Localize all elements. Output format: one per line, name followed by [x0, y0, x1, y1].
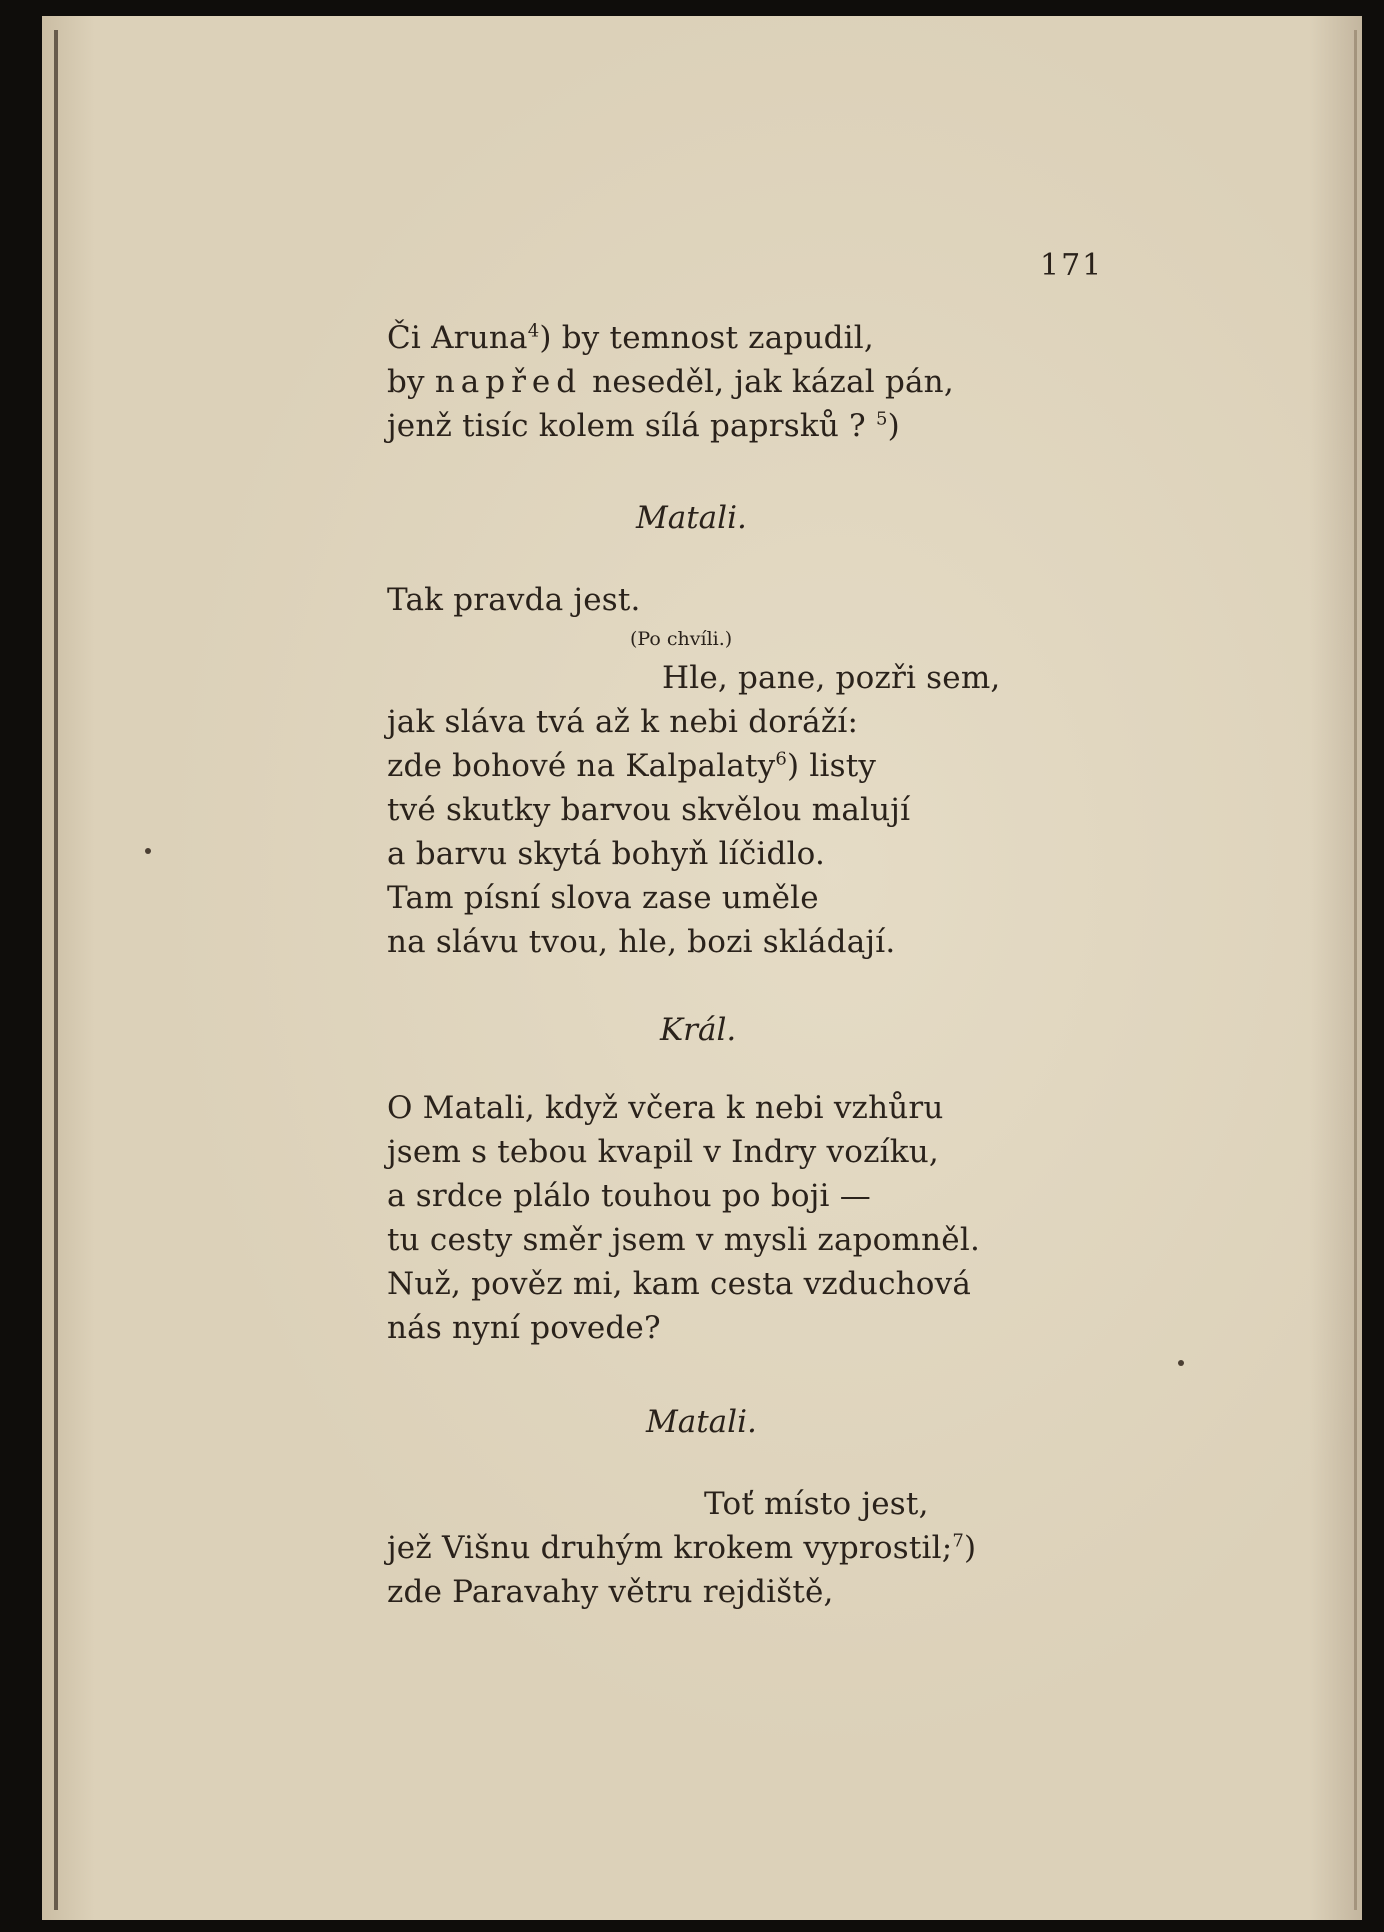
verse-text: ) [887, 408, 900, 444]
verse-line [387, 364, 954, 400]
verse-line: O Matali, když včera k nebi vzhůru [387, 1090, 944, 1126]
stage-direction: (Po chvíli.) [630, 628, 733, 650]
binding-gutter-line [54, 30, 58, 1910]
footnote-ref: 4 [527, 320, 540, 342]
verse-line [387, 320, 874, 356]
verse-line: Toť místo jest, [704, 1486, 929, 1522]
speaker-name: Matali. [646, 1404, 757, 1440]
verse-text: by [387, 364, 435, 400]
verse-line [387, 748, 876, 784]
speaker-name: Král. [660, 1012, 737, 1048]
verse-line: jak sláva tvá až k nebi doráží: [387, 704, 859, 740]
verse-text: ) listy [787, 748, 877, 784]
verse-line: Hle, pane, pozři sem, [662, 660, 1001, 696]
verse-line: nás nyní povede? [387, 1310, 661, 1346]
verse-line: tu cesty směr jsem v mysli zapomněl. [387, 1222, 981, 1258]
speaker-name: Matali. [636, 500, 747, 536]
verse-line: a srdce plálo touhou po boji — [387, 1178, 871, 1214]
verse-line: Tam písní slova zase uměle [387, 880, 819, 916]
verse-text: ) by temnost zapudil, [539, 320, 874, 356]
verse-line: na slávu tvou, hle, bozi skládají. [387, 924, 896, 960]
footnote-ref: 7 [952, 1530, 965, 1552]
page-right-edge [1354, 30, 1357, 1910]
verse-text: zde bohové na Kalpalaty [387, 748, 776, 784]
paper-speck [1178, 1360, 1184, 1366]
verse-line: a barvu skytá bohyň líčidlo. [387, 836, 826, 872]
verse-line: Tak pravda jest. [387, 582, 641, 618]
emphasized-word: napřed [434, 364, 583, 400]
verse-text: ) [964, 1530, 977, 1566]
verse-line: zde Paravahy větru rejdiště, [387, 1574, 834, 1610]
verse-line: Nuž, pověz mi, kam cesta vzduchová [387, 1266, 972, 1302]
verse-text: jež Višnu druhým krokem vyprostil; [387, 1530, 953, 1566]
verse-text: neseděl, jak kázal pán, [582, 364, 954, 400]
page-number: 171 [1040, 248, 1104, 283]
paper-speck [145, 848, 151, 854]
verse-line [387, 408, 900, 444]
verse-line [387, 1530, 976, 1566]
verse-text: Či Aruna [387, 320, 528, 356]
footnote-ref: 6 [775, 748, 788, 770]
verse-line: jsem s tebou kvapil v Indry vozíku, [387, 1134, 939, 1170]
paper-sheet [42, 16, 1362, 1920]
verse-text: jenž tisíc kolem sílá paprsků ? [387, 408, 876, 444]
verse-line: tvé skutky barvou skvělou malují [387, 792, 911, 828]
footnote-ref: 5 [875, 408, 888, 430]
